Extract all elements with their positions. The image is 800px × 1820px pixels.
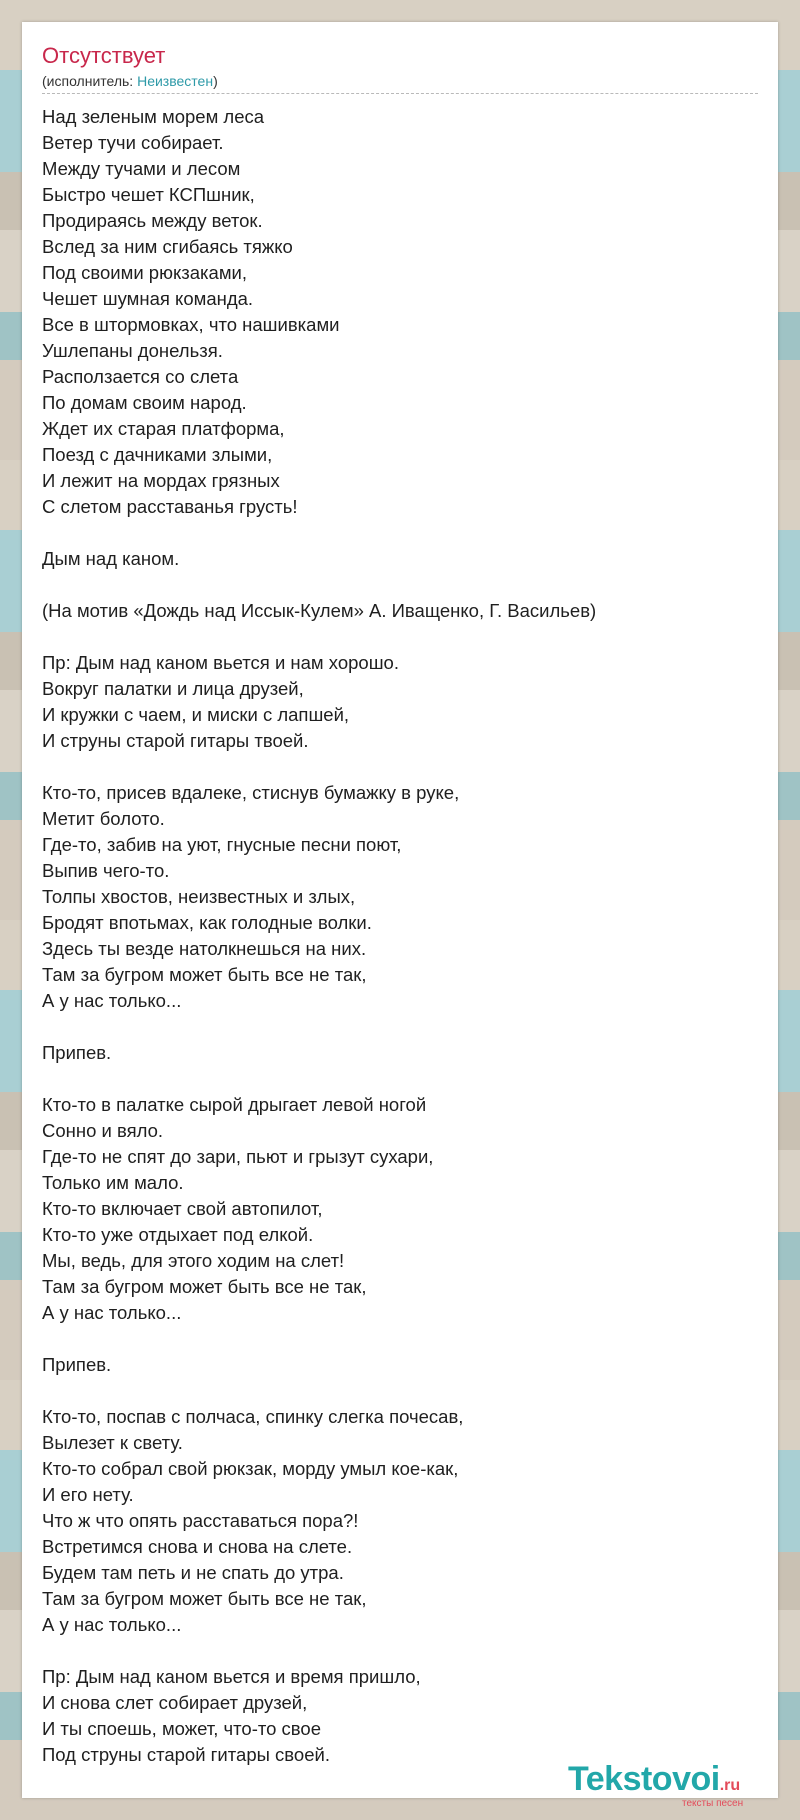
lyrics-line: И струны старой гитары твоей. (42, 730, 309, 751)
lyrics-blank-line (42, 572, 762, 598)
lyrics-line: Поезд с дачниками злыми, (42, 444, 273, 465)
lyrics-line: Продираясь между веток. (42, 210, 263, 231)
song-title: Отсутствует (42, 43, 166, 68)
performer-line (42, 72, 218, 90)
lyrics-line: Вылезет к свету. (42, 1432, 183, 1453)
logo-main-text: Tekstovoi (568, 1760, 720, 1798)
lyrics-line: Там за бугром может быть все не так, (42, 964, 367, 985)
lyrics-line: Кто-то, поспав с полчаса, спинку слегка почесав, (42, 1406, 464, 1427)
lyrics-line: Чешет шумная команда. (42, 288, 254, 309)
logo-tagline: тексты песен (682, 1798, 744, 1809)
lyrics-line: Бродят впотьмах, как голодные волки. (42, 912, 372, 933)
lyrics-line: Сонно и вяло. (42, 1120, 164, 1141)
lyrics-line: Ушлепаны донельзя. (42, 340, 223, 361)
title-divider (42, 93, 758, 94)
lyrics-line: Кто-то уже отдыхает под елкой. (42, 1224, 314, 1245)
lyrics-line: И снова слет собирает друзей, (42, 1692, 308, 1713)
lyrics-blank-line (42, 1378, 762, 1404)
performer-link[interactable]: Неизвестен (137, 73, 214, 89)
lyrics-line: Кто-то собрал свой рюкзак, морду умыл кое-как, (42, 1458, 459, 1479)
lyrics-line: Где-то, забив на уют, гнусные песни поют, (42, 834, 402, 855)
logo-suffix: .ru (719, 1777, 741, 1794)
lyrics-line: С слетом расставанья грусть! (42, 496, 298, 517)
lyrics-line: Толпы хвостов, неизвестных и злых, (42, 886, 356, 907)
lyrics-line: Припев. (42, 1042, 112, 1063)
lyrics-blank-line (42, 1638, 762, 1664)
lyrics-line: Метит болото. (42, 808, 165, 829)
lyrics-line: И кружки с чаем, и миски с лапшей, (42, 704, 350, 725)
lyrics-line: Пр: Дым над каном вьется и нам хорошо. (42, 652, 399, 673)
lyrics-line: Там за бугром может быть все не так, (42, 1588, 367, 1609)
lyrics-blank-line (42, 624, 762, 650)
lyrics-blank-line (42, 1066, 762, 1092)
lyrics-line: Припев. (42, 1354, 112, 1375)
lyrics-line: Ветер тучи собирает. (42, 132, 224, 153)
lyrics-line: Здесь ты везде натолкнешься на них. (42, 938, 367, 959)
lyrics-line: Вслед за ним сгибаясь тяжко (42, 236, 293, 257)
lyrics-blank-line (42, 754, 762, 780)
lyrics-blank-line (42, 1326, 762, 1352)
lyrics-text (42, 104, 762, 1768)
lyrics-line: Кто-то в палатке сырой дрыгает левой ногой (42, 1094, 427, 1115)
lyrics-line: А у нас только... (42, 1302, 182, 1323)
lyrics-line: И лежит на мордах грязных (42, 470, 280, 491)
lyrics-line: Только им мало. (42, 1172, 184, 1193)
lyrics-line: Встретимся снова и снова на слете. (42, 1536, 353, 1557)
lyrics-line: Под своими рюкзаками, (42, 262, 248, 283)
lyrics-line: И его нету. (42, 1484, 134, 1505)
lyrics-line: И ты споешь, может, что-то свое (42, 1718, 321, 1739)
lyrics-line: Под струны старой гитары своей. (42, 1744, 330, 1765)
lyrics-line: Быстро чешет КСПшник, (42, 184, 255, 205)
lyrics-line: Над зеленым морем леса (42, 106, 265, 127)
lyrics-line: Кто-то включает свой автопилот, (42, 1198, 323, 1219)
site-logo[interactable] (568, 1762, 740, 1803)
lyrics-line: Ждет их старая платформа, (42, 418, 285, 439)
lyrics-line: А у нас только... (42, 990, 182, 1011)
lyrics-line: (На мотив «Дождь над Иссык-Кулем» А. Иващенко, Г. Васильев) (42, 600, 597, 621)
lyrics-line: Будем там петь и не спать до утра. (42, 1562, 344, 1583)
lyrics-line: Мы, ведь, для этого ходим на слет! (42, 1250, 345, 1271)
lyrics-line: Выпив чего-то. (42, 860, 170, 881)
lyrics-line: По домам своим народ. (42, 392, 247, 413)
performer-prefix: (исполнитель: (42, 73, 138, 89)
lyrics-line: Там за бугром может быть все не так, (42, 1276, 367, 1297)
lyrics-line: Расползается со слета (42, 366, 239, 387)
lyrics-line: А у нас только... (42, 1614, 182, 1635)
lyrics-line: Кто-то, присев вдалеке, стиснув бумажку в руке, (42, 782, 460, 803)
lyrics-blank-line (42, 1014, 762, 1040)
lyrics-line: Пр: Дым над каном вьется и время пришло, (42, 1666, 421, 1687)
lyrics-line: Что ж что опять расставаться пора?! (42, 1510, 359, 1531)
lyrics-line: Вокруг палатки и лица друзей, (42, 678, 304, 699)
lyrics-line: Между тучами и лесом (42, 158, 241, 179)
performer-suffix: ) (213, 73, 218, 89)
lyrics-card (22, 22, 778, 1809)
lyrics-line: Все в штормовках, что нашивками (42, 314, 340, 335)
lyrics-line: Дым над каном. (42, 548, 180, 569)
lyrics-line: Где-то не спят до зари, пьют и грызут сухари, (42, 1146, 434, 1167)
lyrics-blank-line (42, 520, 762, 546)
